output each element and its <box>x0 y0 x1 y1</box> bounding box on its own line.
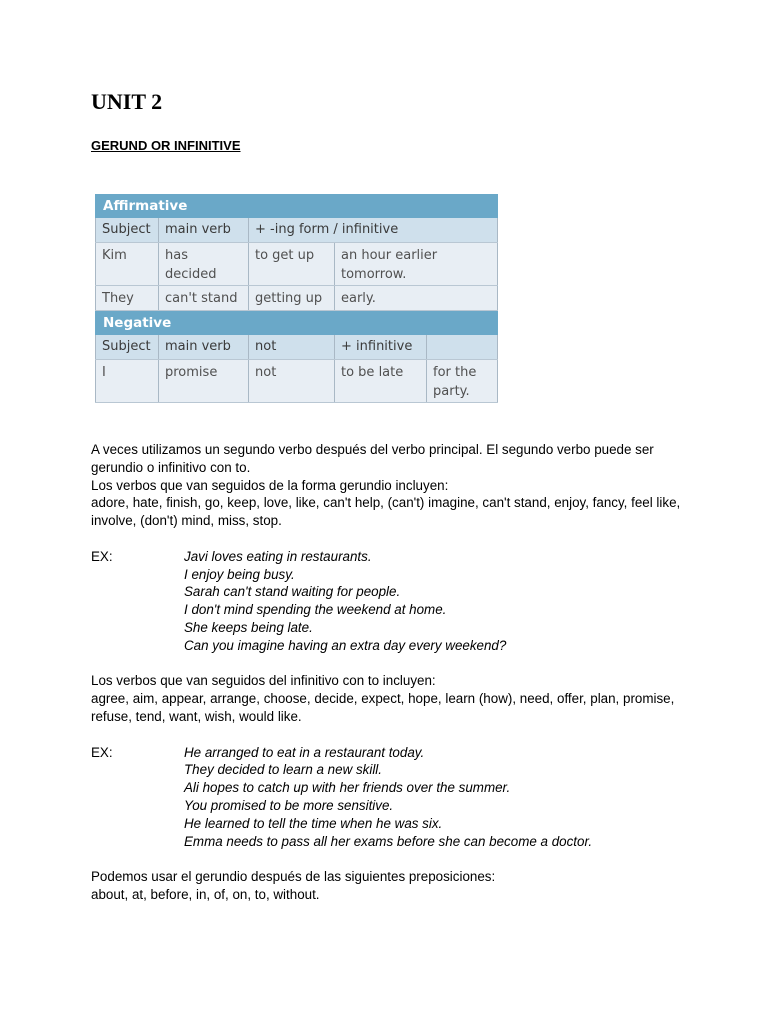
prepositions-intro: Podemos usar el gerundio después de las siguientes preposiciones: <box>91 869 496 885</box>
example-sentence: They decided to learn a new skill. <box>184 762 382 778</box>
header-cell: main verb <box>158 335 248 359</box>
table-cell: can't stand <box>158 286 248 310</box>
header-cell <box>426 335 498 359</box>
intro-paragraph: A veces utilizamos un segundo verbo después del verbo principal. El segundo verbo puede ser gerundio o infinitivo con to. <box>91 442 654 475</box>
grammar-table <box>95 194 498 403</box>
table-cell: to get up <box>248 243 334 285</box>
section-heading: GERUND OR INFINITIVE <box>91 138 241 153</box>
table-row <box>95 360 498 403</box>
gerund-examples <box>91 548 691 655</box>
table-cell: Kim <box>95 243 158 285</box>
example-sentence: I don't mind spending the weekend at home. <box>184 602 447 618</box>
table-cell: to be late <box>334 360 426 402</box>
gerund-verb-list: adore, hate, finish, go, keep, love, like, can't help, (can't) imagine, can't stand, enjoy, fancy, feel like, involve, (don't) mind, miss, stop. <box>91 495 681 529</box>
table-cell: early. <box>334 286 498 310</box>
example-sentence: Emma needs to pass all her exams before she can become a doctor. <box>184 833 593 849</box>
affirmative-band: Affirmative <box>95 194 498 218</box>
table-cell: for the party. <box>426 360 498 402</box>
gerund-section <box>91 441 691 904</box>
infinitive-verb-list: agree, aim, appear, arrange, choose, decide, expect, hope, learn (how), need, offer, plan, promise, refuse, tend, want, wish, would like. <box>91 691 675 724</box>
example-sentence: I enjoy being busy. <box>184 566 295 582</box>
example-sentence: Javi loves eating in restaurants. <box>184 548 372 564</box>
prepositions-list: about, at, before, in, of, on, to, without. <box>91 886 320 902</box>
header-cell: not <box>248 335 334 359</box>
example-sentence: He arranged to eat in a restaurant today. <box>184 744 425 760</box>
table-cell: promise <box>158 360 248 402</box>
negative-band: Negative <box>95 311 498 335</box>
ex-label: EX: <box>91 548 113 564</box>
table-cell: getting up <box>248 286 334 310</box>
example-sentence: He learned to tell the time when he was six. <box>184 815 443 831</box>
header-cell: Subject <box>95 335 158 359</box>
page-title: UNIT 2 <box>91 89 163 114</box>
header-cell: + infinitive <box>334 335 426 359</box>
infinitive-intro: Los verbos que van seguidos del infinitivo con to incluyen: <box>91 673 436 689</box>
table-cell: not <box>248 360 334 402</box>
example-sentence: Can you imagine having an extra day every weekend? <box>184 637 507 653</box>
table-cell: They <box>95 286 158 310</box>
negative-header-row <box>95 335 498 360</box>
example-sentence: Sarah can't stand waiting for people. <box>184 584 401 600</box>
table-cell: has decided <box>158 243 248 285</box>
gerund-intro: Los verbos que van seguidos de la forma gerundio incluyen: <box>91 477 449 493</box>
example-sentence: You promised to be more sensitive. <box>184 797 394 813</box>
table-cell: I <box>95 360 158 402</box>
header-cell: Subject <box>95 218 158 242</box>
affirmative-header-row <box>95 218 498 243</box>
ex-label: EX: <box>91 744 113 760</box>
table-cell: an hour earlier tomorrow. <box>334 243 498 285</box>
example-sentence: Ali hopes to catch up with her friends over the summer. <box>184 780 511 796</box>
table-row <box>95 286 498 311</box>
example-sentence: She keeps being late. <box>184 619 313 635</box>
infinitive-examples <box>91 744 691 851</box>
header-cell: + -ing form / infinitive <box>248 218 498 242</box>
header-cell: main verb <box>158 218 248 242</box>
table-row <box>95 243 498 286</box>
